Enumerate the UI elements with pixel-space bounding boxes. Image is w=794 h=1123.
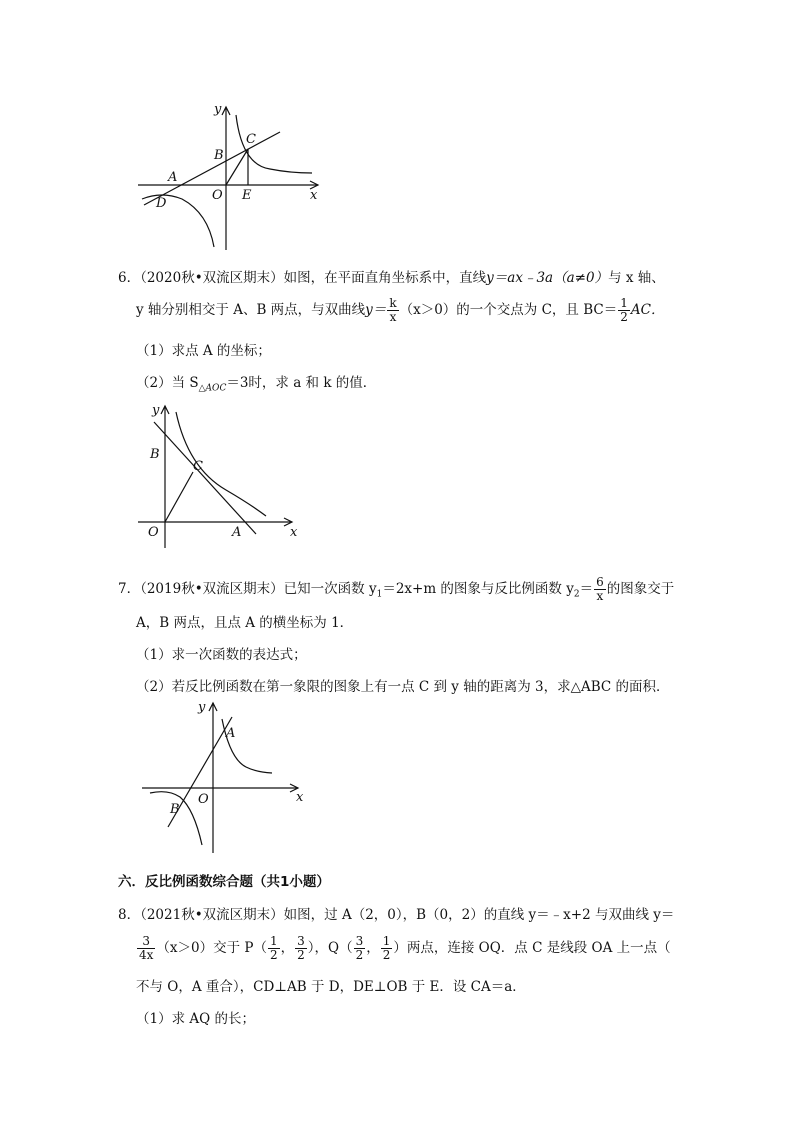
frac-den: 2 bbox=[297, 948, 305, 962]
label-y: y bbox=[198, 700, 206, 715]
hyperbola-branch-2 bbox=[150, 792, 202, 845]
frac-num: 3 bbox=[355, 934, 364, 948]
label-b: B bbox=[170, 802, 180, 817]
fraction-one-half bbox=[618, 297, 630, 324]
frac-num: 3 bbox=[137, 935, 155, 949]
label-x: x bbox=[290, 525, 298, 540]
q7-part-2: （2）若反比例函数在第一象限的图象上有一点 C 到 y 轴的距离为 3，求△ABC 的面积． bbox=[136, 679, 670, 695]
q6-line-2 bbox=[136, 297, 664, 324]
frac-den: 4x bbox=[139, 948, 154, 962]
q6-y-eq: y＝ bbox=[365, 302, 387, 318]
fraction-q-y bbox=[381, 935, 393, 962]
frac-den: 2 bbox=[620, 310, 628, 324]
q6-part-1: （1）求点 A 的坐标； bbox=[136, 343, 271, 359]
q7-text-1c: ＝ bbox=[579, 581, 594, 597]
segment-oc bbox=[165, 472, 193, 522]
label-y: y bbox=[214, 102, 222, 117]
label-x: x bbox=[296, 790, 304, 805]
fraction-6-over-x bbox=[594, 576, 606, 603]
label-e: E bbox=[242, 188, 252, 203]
section-6-heading: 六．反比例函数综合题（共1小题） bbox=[118, 874, 330, 890]
q8-source: （2021秋•双流区期末） bbox=[140, 907, 284, 923]
label-b: B bbox=[150, 447, 160, 462]
frac-num: 6 bbox=[596, 575, 604, 589]
q8-text-1: 如图，过 A（2，0），B（0，2）的直线 y＝﹣x+2 与双曲线 y＝ bbox=[283, 907, 675, 923]
label-c: C bbox=[193, 459, 203, 474]
hyperbola bbox=[176, 412, 266, 516]
label-a: A bbox=[232, 525, 242, 540]
figure-q6 bbox=[130, 398, 310, 548]
label-o: O bbox=[148, 525, 159, 540]
label-a: A bbox=[168, 170, 178, 185]
label-c: C bbox=[246, 132, 256, 147]
q8-comma-1: ， bbox=[280, 940, 295, 956]
frac-num: k bbox=[389, 296, 397, 310]
q6-part-2b: ＝3时，求 a 和 k 的值． bbox=[226, 375, 377, 391]
q8-part-1: （1）求 AQ 的长； bbox=[136, 1011, 255, 1027]
q8-text-2a: （x＞0）交于 P（ bbox=[156, 940, 267, 956]
q6-source: （2020秋•双流区期末） bbox=[140, 270, 284, 286]
frac-num: 3 bbox=[297, 934, 305, 948]
frac-num: 1 bbox=[620, 296, 628, 310]
q8-line-1 bbox=[118, 905, 674, 925]
label-y: y bbox=[152, 403, 160, 418]
frac-den: x bbox=[596, 589, 604, 603]
frac-den: x bbox=[389, 310, 397, 324]
q8-line-2 bbox=[136, 935, 671, 962]
frac-den: 2 bbox=[269, 948, 278, 962]
q7-line-2: A，B 两点，且点 A 的横坐标为 1． bbox=[136, 615, 354, 631]
q6-line-1 bbox=[118, 268, 665, 288]
q6-text-1a: 如图，在平面直角坐标系中，直线 bbox=[283, 270, 487, 286]
q6-part-2a: （2）当 S bbox=[136, 375, 199, 391]
frac-num: 1 bbox=[382, 934, 391, 948]
q7-source: （2019秋•双流区期末） bbox=[140, 581, 284, 597]
figure-q5 bbox=[130, 95, 330, 255]
q6-text-2c: AC． bbox=[630, 302, 665, 318]
fraction-p-x bbox=[268, 935, 280, 962]
q6-equation: y＝ax﹣3a（a≠0） bbox=[486, 270, 609, 286]
q7-subscript-1: 1 bbox=[376, 589, 383, 600]
fraction-3-over-4x bbox=[137, 935, 155, 962]
q6-part-2 bbox=[136, 373, 376, 399]
q6-text-1b: 与 x 轴、 bbox=[608, 270, 665, 286]
q7-line-1 bbox=[118, 576, 674, 605]
q6-part-2-subscript: △AOC bbox=[198, 383, 227, 394]
fraction-p-y bbox=[295, 935, 307, 962]
label-d: D bbox=[156, 196, 167, 211]
q8-line-3: 不与 O，A 重合），CD⊥AB 于 D，DE⊥OB 于 E．设 CA＝a． bbox=[136, 979, 526, 995]
frac-den: 2 bbox=[382, 948, 391, 962]
label-x: x bbox=[310, 188, 318, 203]
figure-q7 bbox=[138, 697, 318, 857]
q7-part-1: （1）求一次函数的表达式； bbox=[136, 647, 307, 663]
label-b: B bbox=[214, 148, 224, 163]
q6-text-2a: y 轴分别相交于 A、B 两点，与双曲线 bbox=[136, 302, 366, 318]
q7-number: 7． bbox=[118, 581, 141, 597]
q7-text-1d: 的图象交于 bbox=[606, 581, 675, 597]
q7-text-1b: ＝2x+m 的图象与反比例函数 y bbox=[382, 581, 574, 597]
hyperbola-branch-2 bbox=[142, 195, 214, 247]
frac-den: 2 bbox=[355, 948, 364, 962]
label-o: O bbox=[212, 188, 223, 203]
label-a: A bbox=[226, 726, 236, 741]
line-ab bbox=[154, 422, 256, 534]
q8-text-2c: ）两点，连接 OQ．点 C 是线段 OA 上一点（ bbox=[393, 940, 671, 956]
q8-number: 8． bbox=[118, 907, 141, 923]
q6-text-2b: （x＞0）的一个交点为 C，且 BC＝ bbox=[399, 302, 618, 318]
q6-number: 6． bbox=[118, 270, 141, 286]
q7-text-1a: 已知一次函数 y bbox=[283, 581, 377, 597]
q8-comma-2: ， bbox=[366, 940, 380, 956]
q8-text-2b: ），Q（ bbox=[307, 940, 353, 956]
fraction-q-x bbox=[354, 935, 366, 962]
label-o: O bbox=[198, 792, 209, 807]
frac-num: 1 bbox=[269, 934, 278, 948]
fraction-k-over-x bbox=[387, 297, 398, 324]
q7-subscript-2: 2 bbox=[573, 589, 580, 600]
